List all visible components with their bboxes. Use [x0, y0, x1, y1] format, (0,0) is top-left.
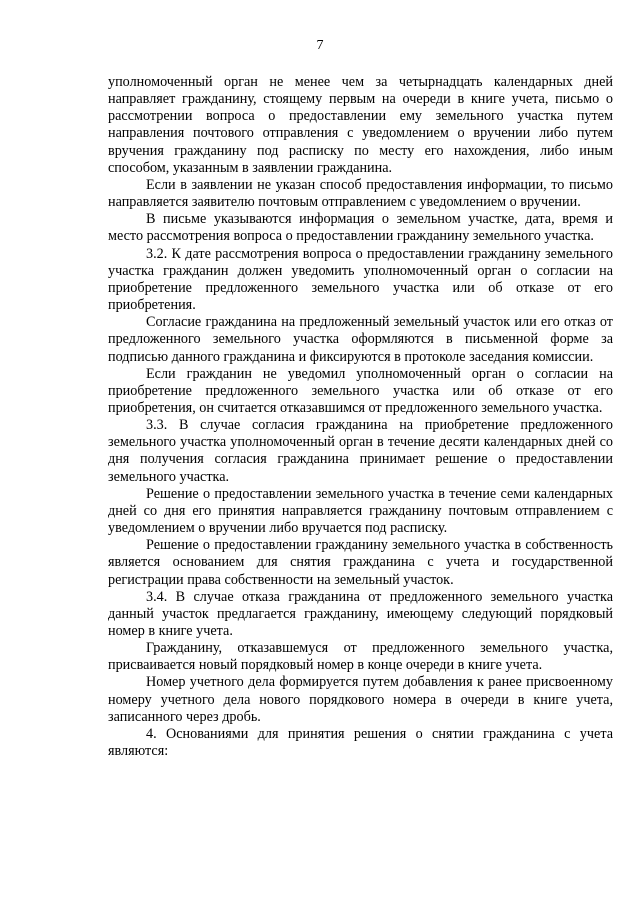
paragraph: Если гражданин не уведомил уполномоченный орган о согласии на приобретение предложенного земельного участка или об отказе от его приобретения, он считается отказавшимся от предложенного земельного участка. — [108, 365, 613, 416]
page-number: 7 — [316, 38, 324, 53]
paragraph: 3.3. В случае согласия гражданина на приобретение предложенного земельного участка уполномоченный орган в течение десяти календарных дней со дня получения согласия гражданина принимает решение о предоставлении земельного участка. — [108, 417, 613, 485]
paragraph: уполномоченный орган не менее чем за четырнадцать календарных дней направляет гражданину, стоящему первым на очереди в книге учета, письмо о рассмотрении вопроса о предоставлении ему земельного участка путем направления почтового отправления с уведомлением о вручении либо путем вручения гражданину под расписку по месту его нахождения, либо иным способом, указанным в заявлении гражданина. — [108, 74, 613, 176]
document-body — [108, 74, 613, 760]
paragraph: Решение о предоставлении земельного участка в течение семи календарных дней со дня его принятия направляется гражданину почтовым отправлением с уведомлением о вручении либо вручается под расписку. — [108, 485, 613, 537]
paragraph: 3.4. В случае отказа гражданина от предложенного земельного участка данный участок предлагается гражданину, имеющему следующий порядковый номер в книге учета. — [108, 588, 613, 639]
paragraph: Согласие гражданина на предложенный земельный участок или его отказ от предложенного земельного участка оформляются в письменной форме за подписью данного гражданина и фиксируются в протоколе заседания комиссии. — [108, 314, 613, 365]
paragraph: 4. Основаниями для принятия решения о снятии гражданина с учета являются: — [108, 725, 613, 760]
paragraph: Если в заявлении не указан способ предоставления информации, то письмо направляется заявителю почтовым отправлением с уведомлением о вручении. — [108, 176, 613, 211]
paragraph: 3.2. К дате рассмотрения вопроса о предоставлении гражданину земельного участка гражданин должен уведомить уполномоченный орган о согласии на приобретение предложенного земельного участка или об отказе от его приобретения. — [108, 245, 613, 314]
paragraph: Гражданину, отказавшемуся от предложенного земельного участка, присваивается новый порядковый номер в конце очереди в книге учета. — [108, 640, 613, 674]
paragraph: Номер учетного дела формируется путем добавления к ранее присвоенному номеру учетного дела нового порядкового номера в очереди в книге учета, записанного через дробь. — [108, 674, 613, 725]
paragraph: В письме указываются информация о земельном участке, дата, время и место рассмотрения вопроса о предоставлении гражданину земельного участка. — [108, 211, 613, 245]
paragraph: Решение о предоставлении гражданину земельного участка в собственность является основанием для снятия гражданина с учета и государственной регистрации права собственности на земельный участок. — [108, 537, 613, 588]
